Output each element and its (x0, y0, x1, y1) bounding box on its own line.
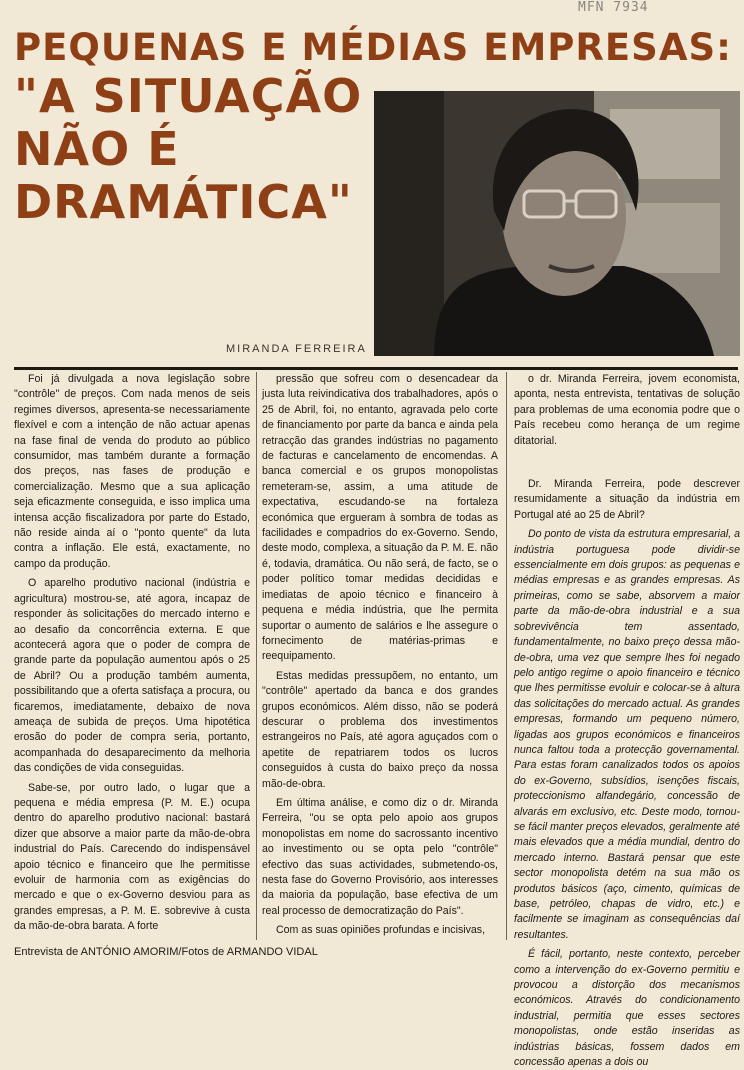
interview-answer: É fácil, portanto, neste contexto, perceber como a intervenção do ex-Governo permitiu e provocou a distorção dos mecanismos económicos. Através do condicionamento industrial, permitia que esses sectores monopolistas, onde estão inseridas as indústrias básicas, fossem dados em concessão apenas a dois ou (514, 948, 740, 1069)
paragraph: Foi já divulgada a nova legislação sobre "contrôle" de preços. Com nada menos de seis regimes diversos, apresenta-se necessariamente flexível e com a intenção de não actuar apenas na fase final de venda do produto ao público consumidor, mas também durante a formação dos preços, nas fases de produção e comercialização. Mesmo que a sua aplicação seja eficazmente conseguida, e isso implica uma intensa acção fiscalizadora por parte do Estado, não reside ainda aí o "ponto quente" da luta contra a inflação. Ele está, exactamente, no campo da produção. (14, 373, 250, 570)
column-divider (506, 372, 507, 940)
headline-line-4: DRAMÁTICA" (14, 175, 353, 229)
header-divider (14, 367, 738, 370)
interview-answer: Do ponto de vista da estrutura empresarial, a indústria portuguesa pode dividir-se essencialmente em dois grupos: as pequenas e médias empresas e as grandes empresas. As primeiras, como se sabe, absorvem a maior parte da mão-de-obra industrial e a sua sobrevivência tem assentado, fundamentalmente, no baixo preço dessa mão-de-obra, uma vez que sempre lhes foi negado pelo antigo regime o apoio financeiro e técnico que lhes permitisse evoluir e colocar-se à altura das solicitações do mercado actual. As grandes empresas, formando um pequeno número, ligadas aos grupos económicos e financeiros nunca faltou toda a protecção governamental. Para estas foram canalizados todos os apoios do ex-Governo, subsídios, isenções fiscais, proteccionismo alfandegário, concessão de alvarás em exclusivo, etc. Deste modo, tornou-se fácil manter preços elevados, geralmente até mais elevados que a média mundial, dentro do mercado interno. Bastará pensar que este sector monopolista detém na sua mão os produtos básicos (aço, cimento, químicas de base, petróleo, chapas de vidro, etc.) e facilmente se imaginam as consequências daí resultantes. (514, 528, 740, 941)
article-column-2 (262, 372, 498, 940)
photo-caption: MIRANDA FERREIRA (226, 343, 367, 355)
intro-paragraph: o dr. Miranda Ferreira, jovem economista, aponta, nesta entrevista, tentativas de solução para problemas de uma economia podre que o País recebeu como herança de um regime ditatorial. (514, 373, 740, 447)
archive-stamp: MFN 7934 (578, 0, 649, 15)
article-credits: Entrevista de ANTÓNIO AMORIM/Fotos de ARMANDO VIDAL (14, 946, 318, 958)
article-column-1 (14, 372, 250, 940)
paragraph: O aparelho produtivo nacional (indústria e agricultura) mostrou-se, até agora, incapaz de responder às solicitações do mercado interno e ao desafio da concorrência externa. E que acontecerá agora que o poder de compra de grande parte da população aumentou após o 25 de Abril? Ou a produção também aumenta, possibilitando que a oferta satisfaça a procura, ou ficaremos, imediatamente, debaixo de nova ameaça de subida de preços. Uma hipotética erosão do poder de compra seria, portanto, acompanhada do desaparecimento da melhoria das condições de vida conseguidas. (14, 577, 250, 775)
article-column-3 (514, 372, 740, 1069)
interview-question: Dr. Miranda Ferreira, pode descrever resumidamente a situação da indústria em Portugal até ao 25 de Abril? (514, 478, 740, 521)
portrait-illustration (374, 91, 740, 356)
paragraph: Com as suas opiniões profundas e incisivas, (276, 924, 486, 937)
paragraph: Em última análise, e como diz o dr. Miranda Ferreira, "ou se opta pelo apoio aos grupos monopolistas em nome do sacrossanto incentivo ao investimento ou se opta pelo "contrôle" efectivo das suas actividades, submetendo-os, nesta fase do Governo Provisório, aos interesses da maioria da população, base efectiva de um real processo de democratização do País". (262, 796, 498, 917)
portrait-photo (374, 91, 740, 356)
paragraph: Sabe-se, por outro lado, o lugar que a pequena e média empresa (P. M. E.) ocupa dentro do aparelho produtivo nacional: bastará dizer que absorve a maior parte da mão-de-obra industrial do País. Carecendo do indispensável apoio técnico e financeiro que lhe permitisse evoluir de harmonia com as exigências do mercado e que o ex-Governo desviou para as grandes empresas, a P. M. E. sobrevive à custa da mão-de-obra barata. A forte (14, 781, 250, 933)
headline-line-2: "A SITUAÇÃO (14, 69, 363, 123)
paragraph: Estas medidas pressupõem, no entanto, um "contrôle" apertado da banca e dos grandes grupos económicos. Além disso, não se poderá descurar o problema dos investimentos estrangeiros no País, até agora aguçados com o apetite de repatriarem todos os lucros conseguidos à custa do baixo preço da nossa mão-de-obra. (262, 669, 498, 790)
column-divider (256, 372, 257, 940)
paragraph: pressão que sofreu com o desencadear da justa luta reivindicativa dos trabalhadores, após o 25 de Abril, foi, no entanto, agravada pelo corte de financiamento por parte da banca e ainda pela retracção das grandes indústrias no pagamento de facturas e cancelamento de encomendas. A banca comercial e os grupos monopolistas remeteram-se, assim, a uma atitude de expectativa, escudando-se na fortaleza económica que ergueram à sombra de todas as facilidades e compadrios do ex-Governo. Sendo, deste modo, complexa, a situação da P. M. E. não é, todavia, dramática. Ou não será, de facto, se o poder político tomar medidas decididas e imediatas de apoio técnico e financeiro à pequena e média indústria, que lhe permita suportar o aumento de salários e lhe assegure o fornecimento de matérias-primas e reequipamento. (262, 373, 498, 663)
headline-line-1: PEQUENAS E MÉDIAS EMPRESAS: (14, 26, 732, 69)
headline-line-3: NÃO É (14, 122, 180, 176)
